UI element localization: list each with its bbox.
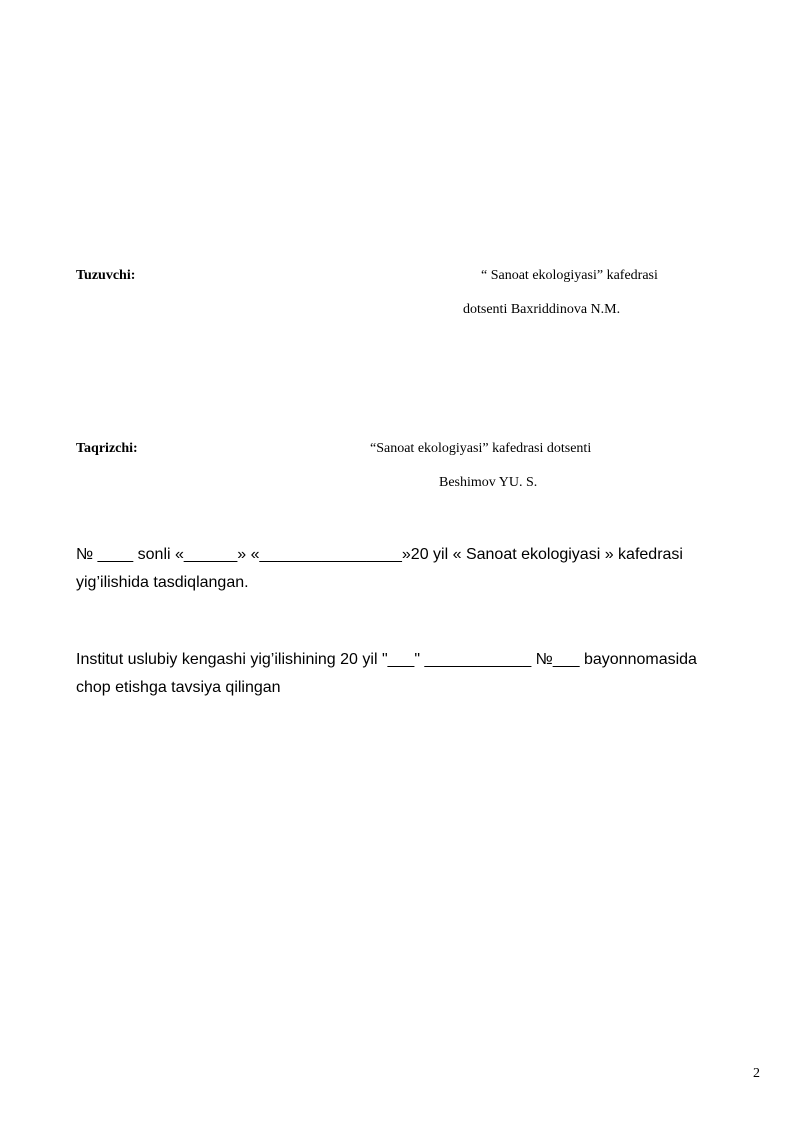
reviewer-name: Beshimov YU. S. — [439, 475, 538, 490]
page-number: 2 — [753, 1066, 760, 1081]
recommendation-paragraph — [76, 646, 776, 702]
author-department: “ Sanoat ekologiyasi” kafedrasi — [481, 268, 658, 283]
recommendation-line-2: chop etishga tavsiya qilingan — [76, 679, 281, 696]
approval-line-1: № ____ sonli «______» «________________»20 yil « Sanoat ekologiyasi » kafedrasi — [76, 546, 683, 563]
reviewer-label: Taqrizchi: — [76, 441, 138, 456]
approval-paragraph — [76, 541, 766, 597]
author-label: Tuzuvchi: — [76, 268, 136, 283]
approval-line-2: yig’ilishida tasdiqlangan. — [76, 574, 249, 591]
recommendation-line-1: Institut uslubiy kengashi yig’ilishining 20 yil "___" ____________ №___ bayonnomasida — [76, 651, 697, 668]
reviewer-department: “Sanoat ekologiyasi” kafedrasi dotsenti — [370, 441, 592, 456]
author-name: dotsenti Baxriddinova N.M. — [463, 302, 621, 317]
